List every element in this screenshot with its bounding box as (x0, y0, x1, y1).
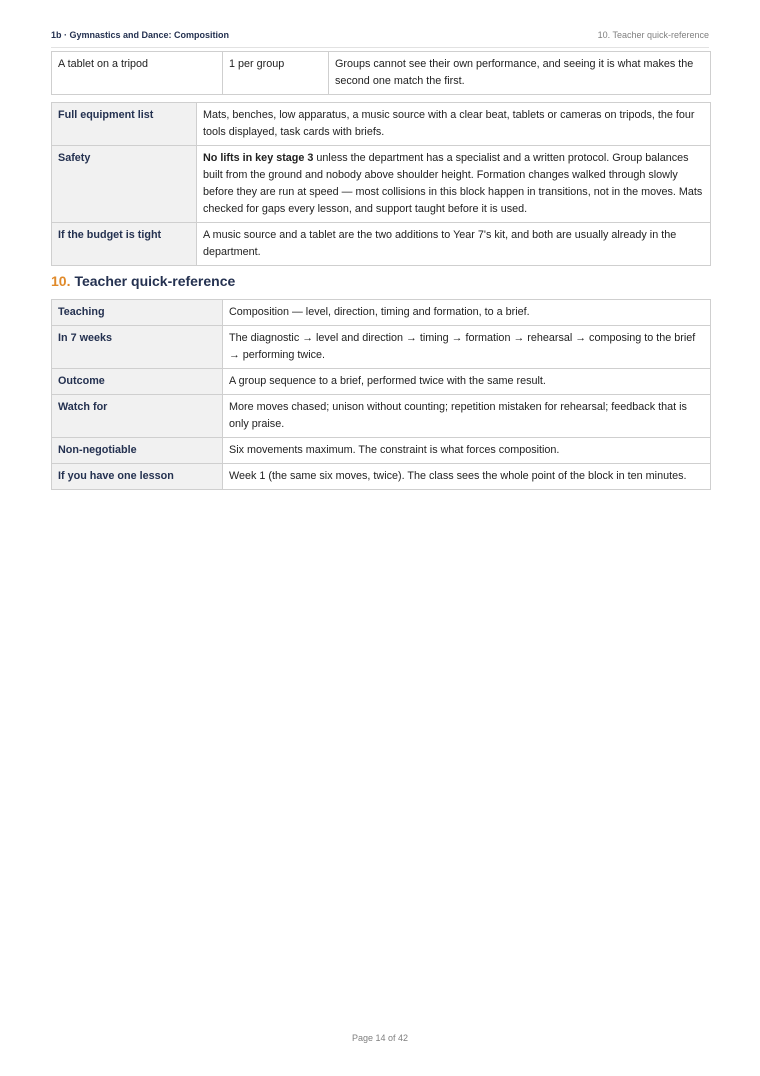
table-row (52, 369, 711, 395)
equipment-item: A tablet on a tripod (52, 52, 223, 95)
row-label: Watch for (52, 395, 223, 438)
row-value: Week 1 (the same six moves, twice). The class sees the whole point of the block in ten minutes. (223, 464, 711, 490)
row-label: If the budget is tight (52, 223, 197, 266)
document-title: 1b · Gymnastics and Dance: Composition (51, 30, 230, 40)
row-value: Mats, benches, low apparatus, a music source with a clear beat, tablets or cameras on tripods, the four tools displayed, task cards with briefs. (197, 103, 711, 146)
row-label: Teaching (52, 300, 223, 326)
table-row (52, 103, 711, 146)
table-row (52, 464, 711, 490)
row-value (197, 146, 711, 223)
row-label: Full equipment list (52, 103, 197, 146)
row-label: Outcome (52, 369, 223, 395)
table-row (52, 395, 711, 438)
row-value: Composition — level, direction, timing and formation, to a brief. (223, 300, 711, 326)
table-row (52, 326, 711, 369)
running-section-title: 10. Teacher quick-reference (597, 30, 709, 40)
section-title: Teacher quick-reference (74, 273, 236, 289)
row-value: More moves chased; unison without counting; repetition mistaken for rehearsal; feedback that is only praise. (223, 395, 711, 438)
equipment-reason: Groups cannot see their own performance, and seeing it is what makes the second one match the first. (329, 52, 711, 95)
equipment-table (51, 51, 711, 95)
row-value: A group sequence to a brief, performed twice with the same result. (223, 369, 711, 395)
safety-text: unless the department has a specialist and a written protocol. Group balances built from the ground and nobody above shoulder height. Formation changes walked through slowly before they are run at speed — most collisions in this block happen in transitions, not in the moves. Mats checked for gaps every lesson, and support taught before it is used. (203, 152, 703, 215)
row-label: Safety (52, 146, 197, 223)
section-heading (51, 273, 235, 289)
table-row (52, 438, 711, 464)
row-value: A music source and a tablet are the two additions to Year 7's kit, and both are usually already in the department. (197, 223, 711, 266)
row-label: Non-negotiable (52, 438, 223, 464)
page-header (51, 28, 709, 48)
row-label: In 7 weeks (52, 326, 223, 369)
row-value: The diagnostic → level and direction → timing → formation → rehearsal → composing to the brief → performing twice. (223, 326, 711, 369)
table-row (52, 146, 711, 223)
table-row (52, 223, 711, 266)
table-row (52, 300, 711, 326)
row-label: If you have one lesson (52, 464, 223, 490)
equipment-quantity: 1 per group (223, 52, 329, 95)
page-number: Page 14 of 42 (351, 1033, 409, 1043)
table-row (52, 52, 711, 95)
resources-table (51, 102, 711, 266)
section-number: 10. (51, 273, 71, 289)
safety-emphasis: No lifts in key stage 3 (203, 152, 314, 164)
row-value: Six movements maximum. The constraint is what forces composition. (223, 438, 711, 464)
quick-reference-table (51, 299, 711, 490)
